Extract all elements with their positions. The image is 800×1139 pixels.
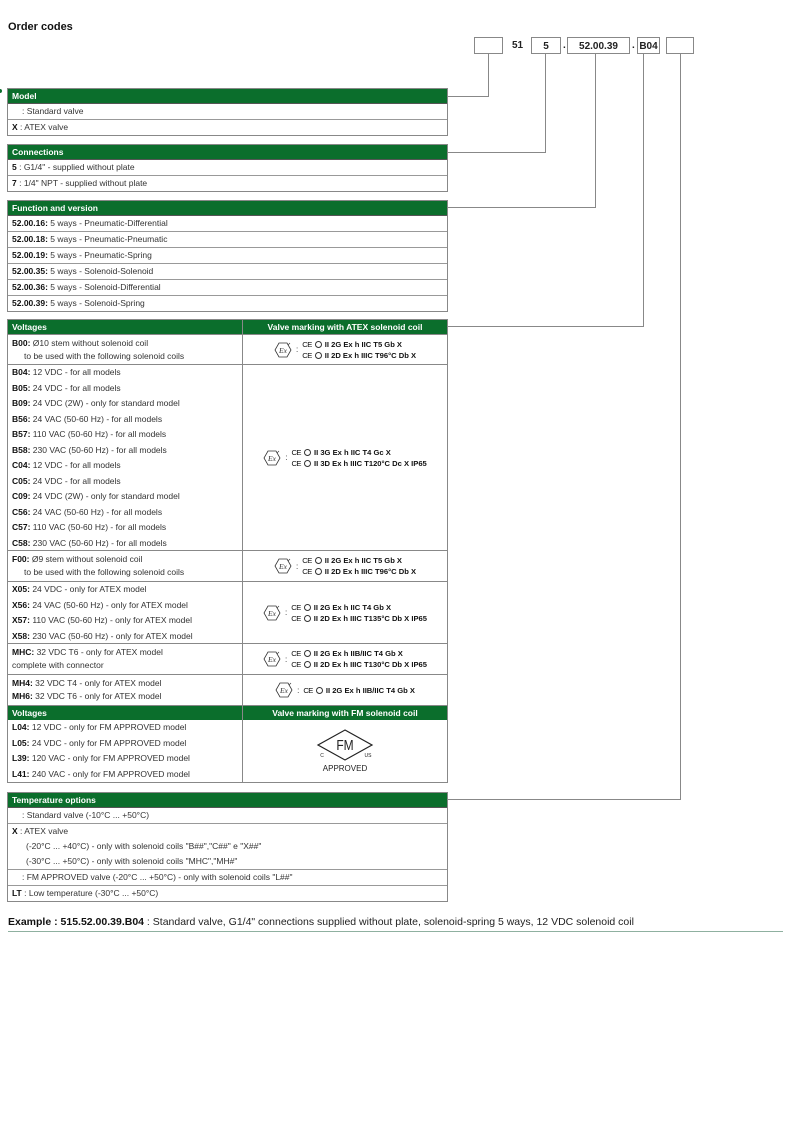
voltage-group (8, 550, 243, 581)
table-row: 52.00.18: 5 ways - Pneumatic-Pneumatic (8, 231, 447, 247)
ce-mark-icon: CE (302, 567, 312, 576)
ex-atex-icon (274, 342, 292, 358)
voltage-option: X05: 24 VDC - only for ATEX model (12, 584, 147, 594)
marking-line: CE II 3D Ex h IIIC T120°C Dc X IP65 (291, 458, 427, 468)
connector-line (595, 54, 596, 208)
atex-marking: Ex : CE II 2G Ex h IIB/IIC T4 Gb X CE II 2D Ex h IIIC T130°C Db X IP65 (243, 643, 447, 674)
table-row: 52.00.35: 5 ways - Solenoid-Solenoid (8, 263, 447, 279)
table-row: (-20°C ... +40°C) - only with solenoid coils "B##","C##" e "X##" (26, 841, 262, 851)
voltage-group (8, 674, 243, 705)
ex-hexagon-icon (316, 687, 323, 694)
temperature-header: Temperature options (8, 793, 447, 808)
marking-line: CE II 2G Ex h IIC T5 Gb X (302, 556, 403, 565)
voltage-option: C56: 24 VAC (50-60 Hz) - for all models (12, 506, 163, 517)
atex-marking-header: Valve marking with ATEX solenoid coil (243, 320, 447, 334)
page-title: Order codes (8, 21, 73, 33)
voltage-option: L05: 24 VDC - only for FM APPROVED model (12, 737, 187, 748)
table-row: 52.00.39: 5 ways - Solenoid-Spring (8, 295, 447, 311)
code-box-connection: 5 (531, 37, 561, 54)
atex-marking: Ex : CE II 2G Ex h IIC T4 Gb X CE II 2D Ex h IIIC T135°C Db X IP65 (243, 581, 447, 643)
ex-hexagon-icon (304, 650, 311, 657)
temperature-table (7, 792, 448, 902)
voltage-option: C57: 110 VAC (50-60 Hz) - for all models (12, 522, 167, 532)
svg-text:APPROVED: APPROVED (322, 764, 368, 773)
ex-hexagon-icon (315, 341, 322, 348)
voltages-table (7, 319, 448, 783)
connector-line (448, 152, 546, 153)
connector-line (680, 54, 681, 800)
ex-hexagon-icon (315, 568, 322, 575)
svg-text:FM: FM (336, 737, 354, 754)
ce-mark-icon: CE (291, 458, 301, 468)
ce-mark-icon: CE (291, 447, 301, 457)
voltage-option: MHC: 32 VDC T6 - only for ATEX model (12, 647, 163, 657)
voltage-option: B05: 24 VDC - for all models (12, 382, 121, 393)
voltage-option: B04: 12 VDC - for all models (12, 367, 121, 377)
bullet-dot (0, 89, 2, 93)
marking-line: CE II 2G Ex h IIB/IIC T4 Gb X (303, 685, 415, 695)
table-row: (-30°C ... +50°C) - only with solenoid coils "MHC","MH#" (26, 856, 238, 866)
connector-line (448, 799, 681, 800)
connections-table (7, 144, 448, 192)
function-header: Function and version (8, 201, 447, 216)
voltage-option: F00: Ø9 stem without solenoid coil (12, 554, 143, 564)
table-row: : Standard valve (22, 106, 84, 116)
ce-mark-icon: CE (291, 602, 301, 612)
table-row: 7 : 1/4" NPT - supplied without plate (8, 175, 447, 191)
connections-header: Connections (8, 145, 447, 160)
connector-line (643, 54, 644, 327)
ex-hexagon-icon (304, 604, 311, 611)
voltage-group (8, 334, 243, 364)
ex-atex-icon (274, 558, 292, 574)
voltage-group (8, 643, 243, 674)
svg-text:C: C (320, 753, 324, 759)
ex-atex-icon (263, 605, 281, 621)
voltage-group (8, 581, 243, 643)
connector-line (448, 207, 596, 208)
connector-line (488, 54, 489, 97)
connector-line (448, 96, 489, 97)
code-fixed-51: 51 (512, 40, 524, 51)
voltage-option: B09: 24 VDC (2W) - only for standard model (12, 398, 180, 408)
voltage-option: B57: 110 VAC (50-60 Hz) - for all models (12, 429, 167, 439)
table-row: 52.00.16: 5 ways - Pneumatic-Differential (12, 218, 168, 228)
atex-marking: Ex : CE II 2G Ex h IIB/IIC T4 Gb X (243, 674, 447, 705)
svg-text:Ex: Ex (268, 655, 276, 664)
marking-line: CE II 2D Ex h IIIC T135°C Db X IP65 (291, 613, 427, 623)
fm-approved-icon (314, 728, 376, 774)
voltage-option: C04: 12 VDC - for all models (12, 460, 121, 470)
voltage-option: B00: Ø10 stem without solenoid coil (12, 338, 149, 348)
table-row: X : ATEX valve (8, 823, 447, 839)
voltage-option: MH6: 32 VDC T6 - only for ATEX model (12, 691, 162, 701)
divider (8, 931, 783, 932)
voltage-option: complete with connector (12, 660, 104, 670)
code-separator: . (563, 40, 566, 51)
function-table (7, 200, 448, 312)
svg-text:Ex: Ex (279, 562, 287, 571)
table-row: : Standard valve (-10°C ... +50°C) (22, 810, 150, 820)
ex-atex-icon (275, 682, 293, 698)
ex-atex-icon (263, 651, 281, 667)
atex-marking: Ex : CE II 2G Ex h IIC T5 Gb X CE II 2D Ex h IIIC T96°C Db X (243, 550, 447, 581)
fm-approved-logo (243, 720, 447, 782)
table-row: X : ATEX valve (8, 119, 447, 135)
ex-hexagon-icon (304, 661, 311, 668)
table-row: LT : Low temperature (-30°C ... +50°C) (8, 885, 447, 901)
voltage-option: C09: 24 VDC (2W) - only for standard model (12, 491, 180, 501)
svg-text:Ex: Ex (279, 345, 287, 355)
voltage-option: X58: 230 VAC (50-60 Hz) - only for ATEX model (12, 630, 193, 641)
table-row: 52.00.19: 5 ways - Pneumatic-Spring (8, 247, 447, 263)
voltage-option: B56: 24 VAC (50-60 Hz) - for all models (12, 413, 163, 424)
svg-text:Ex: Ex (268, 453, 277, 463)
ce-mark-icon: CE (302, 556, 312, 565)
ce-mark-icon: CE (302, 350, 312, 360)
voltages-header: Voltages (8, 320, 243, 334)
marking-line: CE II 2G Ex h IIC T5 Gb X (302, 339, 403, 349)
table-row: : FM APPROVED valve (-20°C ... +50°C) - only with solenoid coils "L##" (8, 869, 447, 885)
ce-mark-icon: CE (303, 685, 313, 695)
atex-marking: Ex : CE II 3G Ex h IIC T4 Gc X CE II 3D Ex h IIIC T120°C Dc X IP65 (243, 364, 447, 550)
voltage-option: to be used with the following solenoid coils (24, 567, 185, 577)
marking-line: CE II 2D Ex h IIIC T130°C Db X IP65 (291, 660, 427, 669)
fm-voltages-header: Voltages (8, 705, 243, 720)
code-box-model (474, 37, 503, 54)
ex-hexagon-icon (315, 352, 322, 359)
voltage-group (8, 364, 243, 550)
ex-hexagon-icon (315, 557, 322, 564)
connector-line (448, 326, 644, 327)
table-row: 52.00.36: 5 ways - Solenoid-Differential (8, 279, 447, 295)
voltage-option: L04: 12 VDC - only for FM APPROVED model (12, 722, 187, 732)
marking-line: CE II 2D Ex h IIIC T96°C Db X (302, 567, 417, 576)
example-text: Example : 515.52.00.39.B04 : Standard valve, G1/4" connections supplied without plate, solenoid-spring 5 ways, 12 VDC solenoid coil (8, 916, 634, 928)
voltage-option: X57: 110 VAC (50-60 Hz) - only for ATEX model (12, 615, 193, 625)
code-box-function: 52.00.39 (567, 37, 630, 54)
table-row: 5 : G1/4" - supplied without plate (12, 162, 135, 172)
svg-text:Ex: Ex (280, 686, 289, 695)
voltage-option: L39: 120 VAC - only for FM APPROVED model (12, 753, 190, 763)
voltage-option: C05: 24 VDC - for all models (12, 475, 121, 486)
voltage-option: to be used with the following solenoid coils (24, 351, 185, 361)
ex-hexagon-icon (304, 460, 311, 467)
fm-voltage-list (8, 720, 243, 782)
ex-hexagon-icon (304, 449, 311, 456)
model-header: Model (8, 89, 447, 104)
voltage-option: X56: 24 VAC (50-60 Hz) - only for ATEX model (12, 599, 188, 610)
marking-line: CE II 2G Ex h IIB/IIC T4 Gb X (291, 649, 403, 658)
code-separator: . (632, 40, 635, 51)
marking-line: CE II 3G Ex h IIC T4 Gc X (291, 447, 391, 457)
ce-mark-icon: CE (291, 660, 301, 669)
ce-mark-icon: CE (291, 649, 301, 658)
ce-mark-icon: CE (291, 613, 301, 623)
voltage-option: L41: 240 VAC - only for FM APPROVED model (12, 768, 190, 779)
svg-text:Ex: Ex (268, 608, 276, 618)
atex-marking: Ex : CE II 2G Ex h IIC T5 Gb X CE II 2D Ex h IIIC T96°C Db X (243, 334, 447, 364)
marking-line: CE II 2G Ex h IIC T4 Gb X (291, 602, 392, 612)
ex-hexagon-icon (304, 615, 311, 622)
code-box-voltage: B04 (637, 37, 660, 54)
model-table (7, 88, 448, 136)
voltage-option: C58: 230 VAC (50-60 Hz) - for all models (12, 537, 167, 548)
marking-line: CE II 2D Ex h IIIC T96°C Db X (302, 350, 417, 360)
voltage-option: MH4: 32 VDC T4 - only for ATEX model (12, 678, 162, 688)
ce-mark-icon: CE (302, 339, 312, 349)
ex-atex-icon (263, 450, 281, 466)
voltage-option: B58: 230 VAC (50-60 Hz) - for all models (12, 444, 167, 455)
fm-marking-header: Valve marking with FM solenoid coil (243, 705, 447, 720)
connector-line (545, 54, 546, 153)
svg-text:US: US (364, 753, 372, 759)
code-box-temperature (666, 37, 694, 54)
